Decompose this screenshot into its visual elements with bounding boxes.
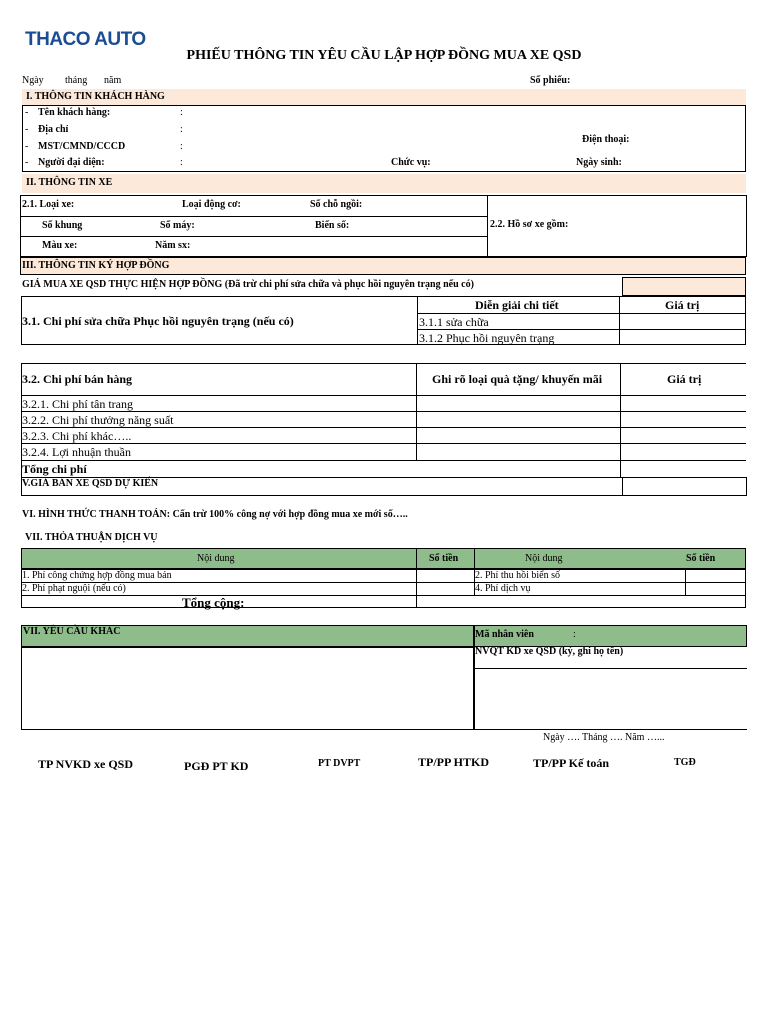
other-requests-title: VII. YÊU CẦU KHÁC [23,626,121,637]
signer-label: NVQT KD xe QSD (ký, ghi họ tên) [475,646,624,657]
divider [21,443,746,444]
dash: - [25,107,29,118]
payment-method: VI. HÌNH THỨC THANH TOÁN: Cấn trừ 100% công nợ với hợp đồng mua xe mới số….. [22,509,408,520]
sales-value-column-header: Giá trị [667,372,702,386]
dash: - [25,141,29,152]
content-column-header: Nội dung [525,553,563,564]
amount-column-header: Số tiền [429,553,459,564]
customer-info-box [22,105,746,172]
signature-tp-pp-htkd: TP/PP HTKD [418,755,490,769]
divider [416,548,417,608]
phone-label: Điện thoại: [582,134,630,145]
divider [21,411,746,412]
staff-id-label: Mã nhân viên [475,629,534,640]
color-label: Màu xe: [42,240,78,251]
detail-column-header: Diễn giải chi tiết [475,298,559,312]
colon: : [573,629,576,640]
divider [474,647,475,730]
engine-number-label: Số máy: [160,220,195,231]
documents-label: 2.2. Hồ sơ xe gồm: [490,219,569,230]
service-row: 2. Phí thu hồi biển số [475,570,561,581]
seats-label: Số chỗ ngồi: [310,199,363,210]
services-total-label: Tổng cộng: [182,595,245,610]
divider [21,595,746,596]
signature-tp-pp-ke-toan: TP/PP Kế toán [533,756,609,770]
service-row: 4. Phí dịch vụ [475,583,531,594]
colon: : [180,124,183,135]
purchase-price-value[interactable] [622,277,746,296]
position-label: Chức vụ: [391,157,431,168]
signature-tgd: TGĐ [674,757,696,768]
divider [20,236,487,237]
sales-cost-label: 3.2. Chi phí bán hàng [22,372,133,386]
section2-title: II. THÔNG TIN XE [26,177,113,188]
divider [619,296,620,345]
amount-column-header: Số tiền [686,553,716,564]
colon: : [180,107,183,118]
signature-pgd-pt-kd: PGĐ PT KD [184,759,249,773]
divider [20,216,487,217]
divider [21,582,746,583]
gift-column-header: Ghi rõ loại quà tặng/ khuyến mãi [432,372,603,386]
value-column-header: Giá trị [665,298,700,312]
repair-row: 3.1.1 sửa chữa [419,315,489,329]
sales-row: 3.2.1. Chi phí tân trang [22,397,133,411]
repair-cost-label: 3.1. Chi phí sửa chữa Phục hồi nguyên trạng (nếu có) [22,314,294,328]
divider [21,363,746,364]
address-label: Địa chỉ [38,124,69,135]
dash: - [25,124,29,135]
customer-name-label: Tên khách hàng: [38,107,111,118]
section1-title: I. THÔNG TIN KHÁCH HÀNG [26,91,165,102]
restore-row: 3.1.2 Phục hồi nguyên trạng [419,331,555,345]
date-year: năm [104,75,122,86]
service-row: 1. Phí công chứng hợp đồng mua bán [22,570,172,581]
divider [622,477,623,496]
divider [21,460,746,461]
vehicle-info-box [20,195,747,257]
colon: : [180,157,183,168]
service-row: 2. Phí phạt nguội (nếu có) [22,583,126,594]
page-title: PHIẾU THÔNG TIN YÊU CẦU LẬP HỢP ĐỒNG MUA XE QSD [186,48,582,63]
divider [417,313,746,314]
other-requests-box[interactable] [21,647,474,730]
divider [21,395,746,396]
services-header-row [21,548,746,569]
signature-tp-nvkd: TP NVKD xe QSD [38,757,134,771]
sale-price-label: V.GIÁ BÁN XE QSD DỰ KIẾN [22,478,159,489]
receipt-number-label: Số phiếu: [530,75,571,86]
services-title: VII. THỎA THUẬN DỊCH VỤ [25,532,158,543]
purchase-price-label: GIÁ MUA XE QSD THỰC HIỆN HỢP ĐỒNG (Đã trừ chi phí sửa chữa và phục hồi nguyên trạng nếu có) [22,279,474,290]
dash: - [25,157,29,168]
thaco-auto-logo: THACO AUTO [25,29,146,50]
content-column-header: Nội dung [197,553,235,564]
representative-label: Người đại diện: [38,157,105,168]
engine-type-label: Loại động cơ: [182,199,241,210]
birthday-label: Ngày sinh: [576,157,622,168]
chassis-label: Số khung [42,220,83,231]
divider [474,668,747,669]
divider [417,296,418,345]
section3-title: III. THÔNG TIN KÝ HỢP ĐỒNG [22,260,170,271]
signature-pt-dvpt: PT DVPT [318,758,361,769]
colon: : [180,141,183,152]
date-month: tháng [65,75,88,86]
divider [487,195,488,257]
divider [21,427,746,428]
year-label: Năm sx: [155,240,191,251]
sign-date: Ngày …. Tháng …. Năm …... [543,732,665,743]
plate-label: Biển số: [315,220,350,231]
divider [474,729,747,730]
sales-row: 3.2.3. Chi phí khác….. [22,429,132,443]
sales-row: 3.2.2. Chi phí thưởng năng suất [22,413,174,427]
section2-header [22,174,746,193]
sales-row: 3.2.4. Lợi nhuận thuần [22,445,131,459]
total-cost-label: Tổng chi phí [22,462,87,476]
date-day: Ngày [22,75,44,86]
vehicle-type-label: 2.1. Loại xe: [22,199,75,210]
divider [417,329,746,330]
tax-id-label: MST/CMND/CCCD [38,141,126,152]
